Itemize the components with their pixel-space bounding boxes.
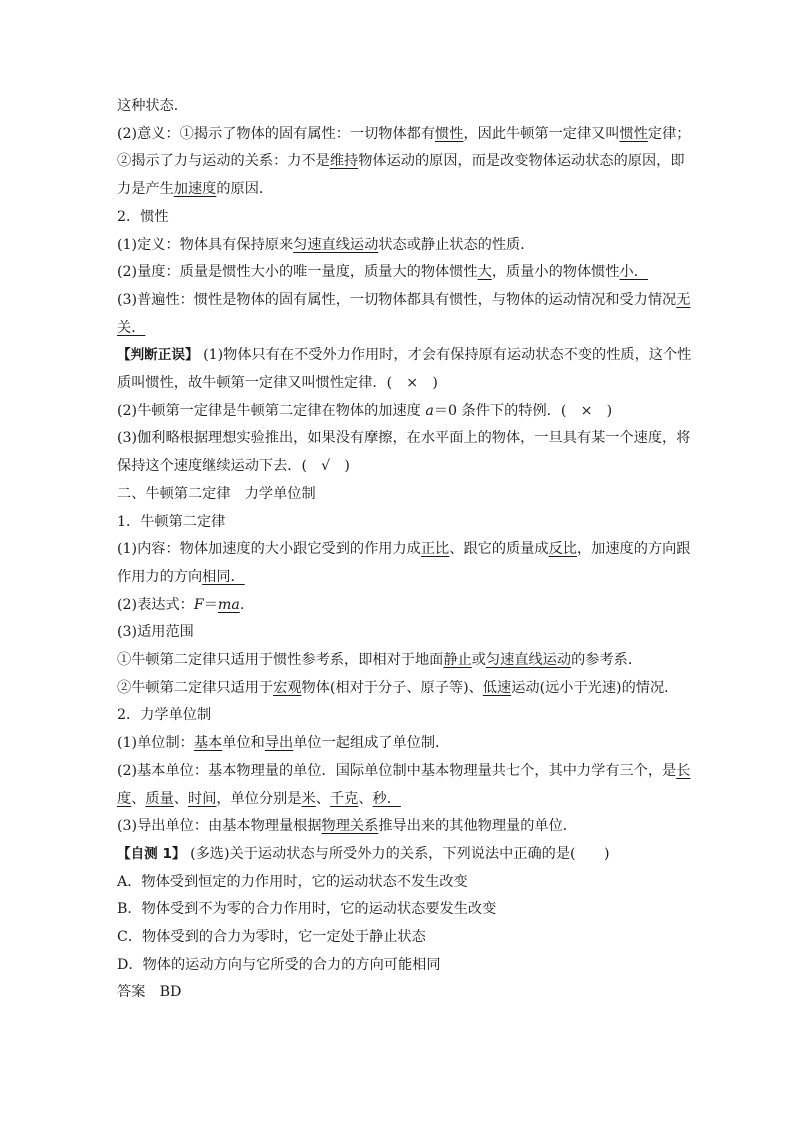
text-segment: (2)基本单位：基本物理量的单位．国际单位制中基本物理量共七个，其中力学有三个，是 [117,762,677,779]
text-segment: 状态或静止状态的性质． [378,236,535,253]
text-segment: (3)普遍性：惯性是物体的固有属性，一切物体都具有惯性，与物体的运动情况和受力情况 [117,291,677,308]
text-line [117,869,468,896]
text-line [117,287,690,314]
text-segment: 力是产生 [117,181,174,198]
text-segment: 物体(相对于分子、原子等)、 [301,679,483,696]
text-segment: (2)牛顿第一定律是牛顿第二定律在物体的加速度 [117,402,426,419]
text-segment: (1)内容：物体加速度的大小跟它受到的作用力成 [117,541,421,558]
text-segment: (多选)关于运动状态与所受外力的关系，下列说法中正确的是( ) [185,845,610,862]
text-segment: (1)物体只有在不受外力作用时，才会有保持原有运动状态不变的性质，这个性 [198,347,692,364]
text-line [117,730,449,757]
text-line [117,924,426,951]
text-line [117,204,169,231]
text-segment: (3)适用范围 [117,624,194,641]
text-segment: 二、牛顿第二定律 力学单位制 [117,485,316,502]
fill-in-answer: 质量 [145,790,174,807]
text-segment: 、 [173,790,188,807]
text-segment: (2)表达式： [117,596,194,613]
text-line [117,315,145,342]
fill-in-answer: 正比 [420,541,450,558]
text-segment: 的原因． [216,181,274,198]
text-line [117,148,685,175]
fill-in-answer: 米 [301,790,316,807]
text-line [117,564,245,591]
fill-in-answer: 加速度 [173,181,217,198]
text-line [117,758,690,785]
fill-in-answer: 匀速直线运动 [485,652,572,668]
text-line [117,979,181,1006]
fill-in-answer: 宏观 [273,679,302,696]
text-line [117,702,211,729]
text-segment: (2)意义：①揭示了物体的固有属性：一切物体都有 [117,125,436,142]
text-line [117,536,690,563]
text-segment: 答案 BD [117,984,182,1001]
text-segment: 1．牛顿第二定律 [117,513,226,530]
text-segment: 2．惯性 [117,208,169,225]
text-segment: ①牛顿第二定律只适用于惯性参考系，即相对于地面 [117,652,444,668]
text-line [117,370,438,397]
text-line [117,121,690,148]
text-segment: 2．力学单位制 [117,707,212,724]
fill-in-answer: 相同． [202,568,245,585]
text-line [117,425,690,452]
fill-in-answer: 惯性 [619,125,648,142]
text-segment: 质叫惯性，故牛顿第一定律又叫惯性定律．( × ) [117,375,438,391]
text-segment: 单位一起组成了单位制． [293,735,450,752]
text-segment: ②揭示了力与运动的关系：力不是 [117,153,330,170]
fill-in-answer: 匀速直线运动 [293,236,379,253]
text-line [117,259,648,286]
text-segment: 保持这个速度继续运动下去．( √ ) [117,458,350,475]
text-segment: (3)伽利略根据理想实验推出，如果没有摩擦，在水平面上的物体，一旦具有某一个速度，将 [117,430,691,447]
text-segment: (1)定义：物体具有保持原来 [117,236,294,253]
text-segment: 的参考系． [571,652,643,668]
fill-in-answer: 基本 [193,735,223,752]
fill-in-answer: 度 [117,790,132,807]
text-segment: (2)量度：质量是惯性大小的唯一量度，质量大的物体惯性 [117,264,478,281]
text-line [117,896,496,923]
text-line [117,592,244,619]
text-segment: 作用力的方向 [117,568,203,585]
text-line [117,786,401,813]
text-segment: A．物体受到恒定的力作用时，它的运动状态不发生改变 [117,873,468,890]
text-line [117,813,577,840]
text-segment: ，单位分别是 [216,790,302,807]
text-line [117,176,273,203]
text-line [117,952,441,979]
text-segment: ②牛顿第二定律只适用于 [117,679,274,696]
text-line [117,342,691,369]
text-segment: (1)单位制： [117,735,194,752]
text-segment: ，质量小的物体惯性 [491,264,620,281]
text-segment: D．物体的运动方向与它所受的合力的方向可能相同 [117,956,441,973]
text-segment: . [239,596,245,613]
section-tag: 【自测 1】 [117,845,186,862]
text-segment: C．物体受到的合力为零时，它一定处于静止状态 [117,929,426,945]
section-tag: 【判断正误】 [117,347,199,364]
text-line [117,675,678,702]
text-segment: B．物体受到不为零的合力作用时，它的运动状态要发生改变 [117,901,497,918]
fill-in-answer: 关． [117,319,146,336]
fill-in-answer: 惯性 [435,125,464,142]
fill-in-answer: 反比 [548,541,577,558]
text-segment: 、 [315,790,330,807]
text-segment: 运动(远小于光速)的情况． [511,679,679,696]
text-segment: 单位和 [222,735,265,752]
text-segment: ＝ [203,596,218,613]
text-line [117,647,642,674]
text-segment: 这种状态． [117,98,188,114]
fill-in-answer: 千克 [329,790,359,807]
text-line [117,398,612,425]
text-segment: 、 [358,790,373,807]
fill-in-answer: 长 [676,762,691,779]
text-segment: 或 [471,652,486,668]
text-line [117,841,609,868]
text-segment: a [425,402,434,419]
fill-in-answer: 维持 [329,153,359,170]
fill-in-answer: 物理关系 [321,818,379,835]
text-line [117,453,350,480]
text-segment: 定律； [647,125,691,142]
text-segment: ＝0 条件下的特例．( × ) [433,402,613,419]
text-segment: ，因此牛顿第一定律又叫 [463,125,620,142]
fill-in-answer: 低速 [482,679,512,696]
text-segment: ，加速度的方向跟 [576,541,691,558]
fill-in-answer: ma [217,596,240,613]
text-segment: F [193,596,204,613]
fill-in-answer: 大 [477,264,492,281]
fill-in-answer: 时间 [188,790,217,807]
text-segment: 、跟它的质量成 [449,541,549,558]
text-line [117,509,225,536]
text-segment: 、 [131,790,146,807]
text-line [117,93,188,120]
fill-in-answer: 无 [676,291,691,308]
fill-in-answer: 小． [619,264,648,281]
text-segment: 推导出来的其他物理量的单位． [378,818,577,835]
text-line [117,619,194,646]
fill-in-answer: 静止 [443,652,472,668]
text-segment: 物体运动的原因，而是改变物体运动状态的原因，即 [358,153,685,170]
fill-in-answer: 秒． [372,790,401,807]
fill-in-answer: 导出 [264,735,294,752]
text-line [117,232,534,259]
text-line [117,481,316,508]
text-segment: (3)导出单位：由基本物理量根据 [117,818,322,835]
